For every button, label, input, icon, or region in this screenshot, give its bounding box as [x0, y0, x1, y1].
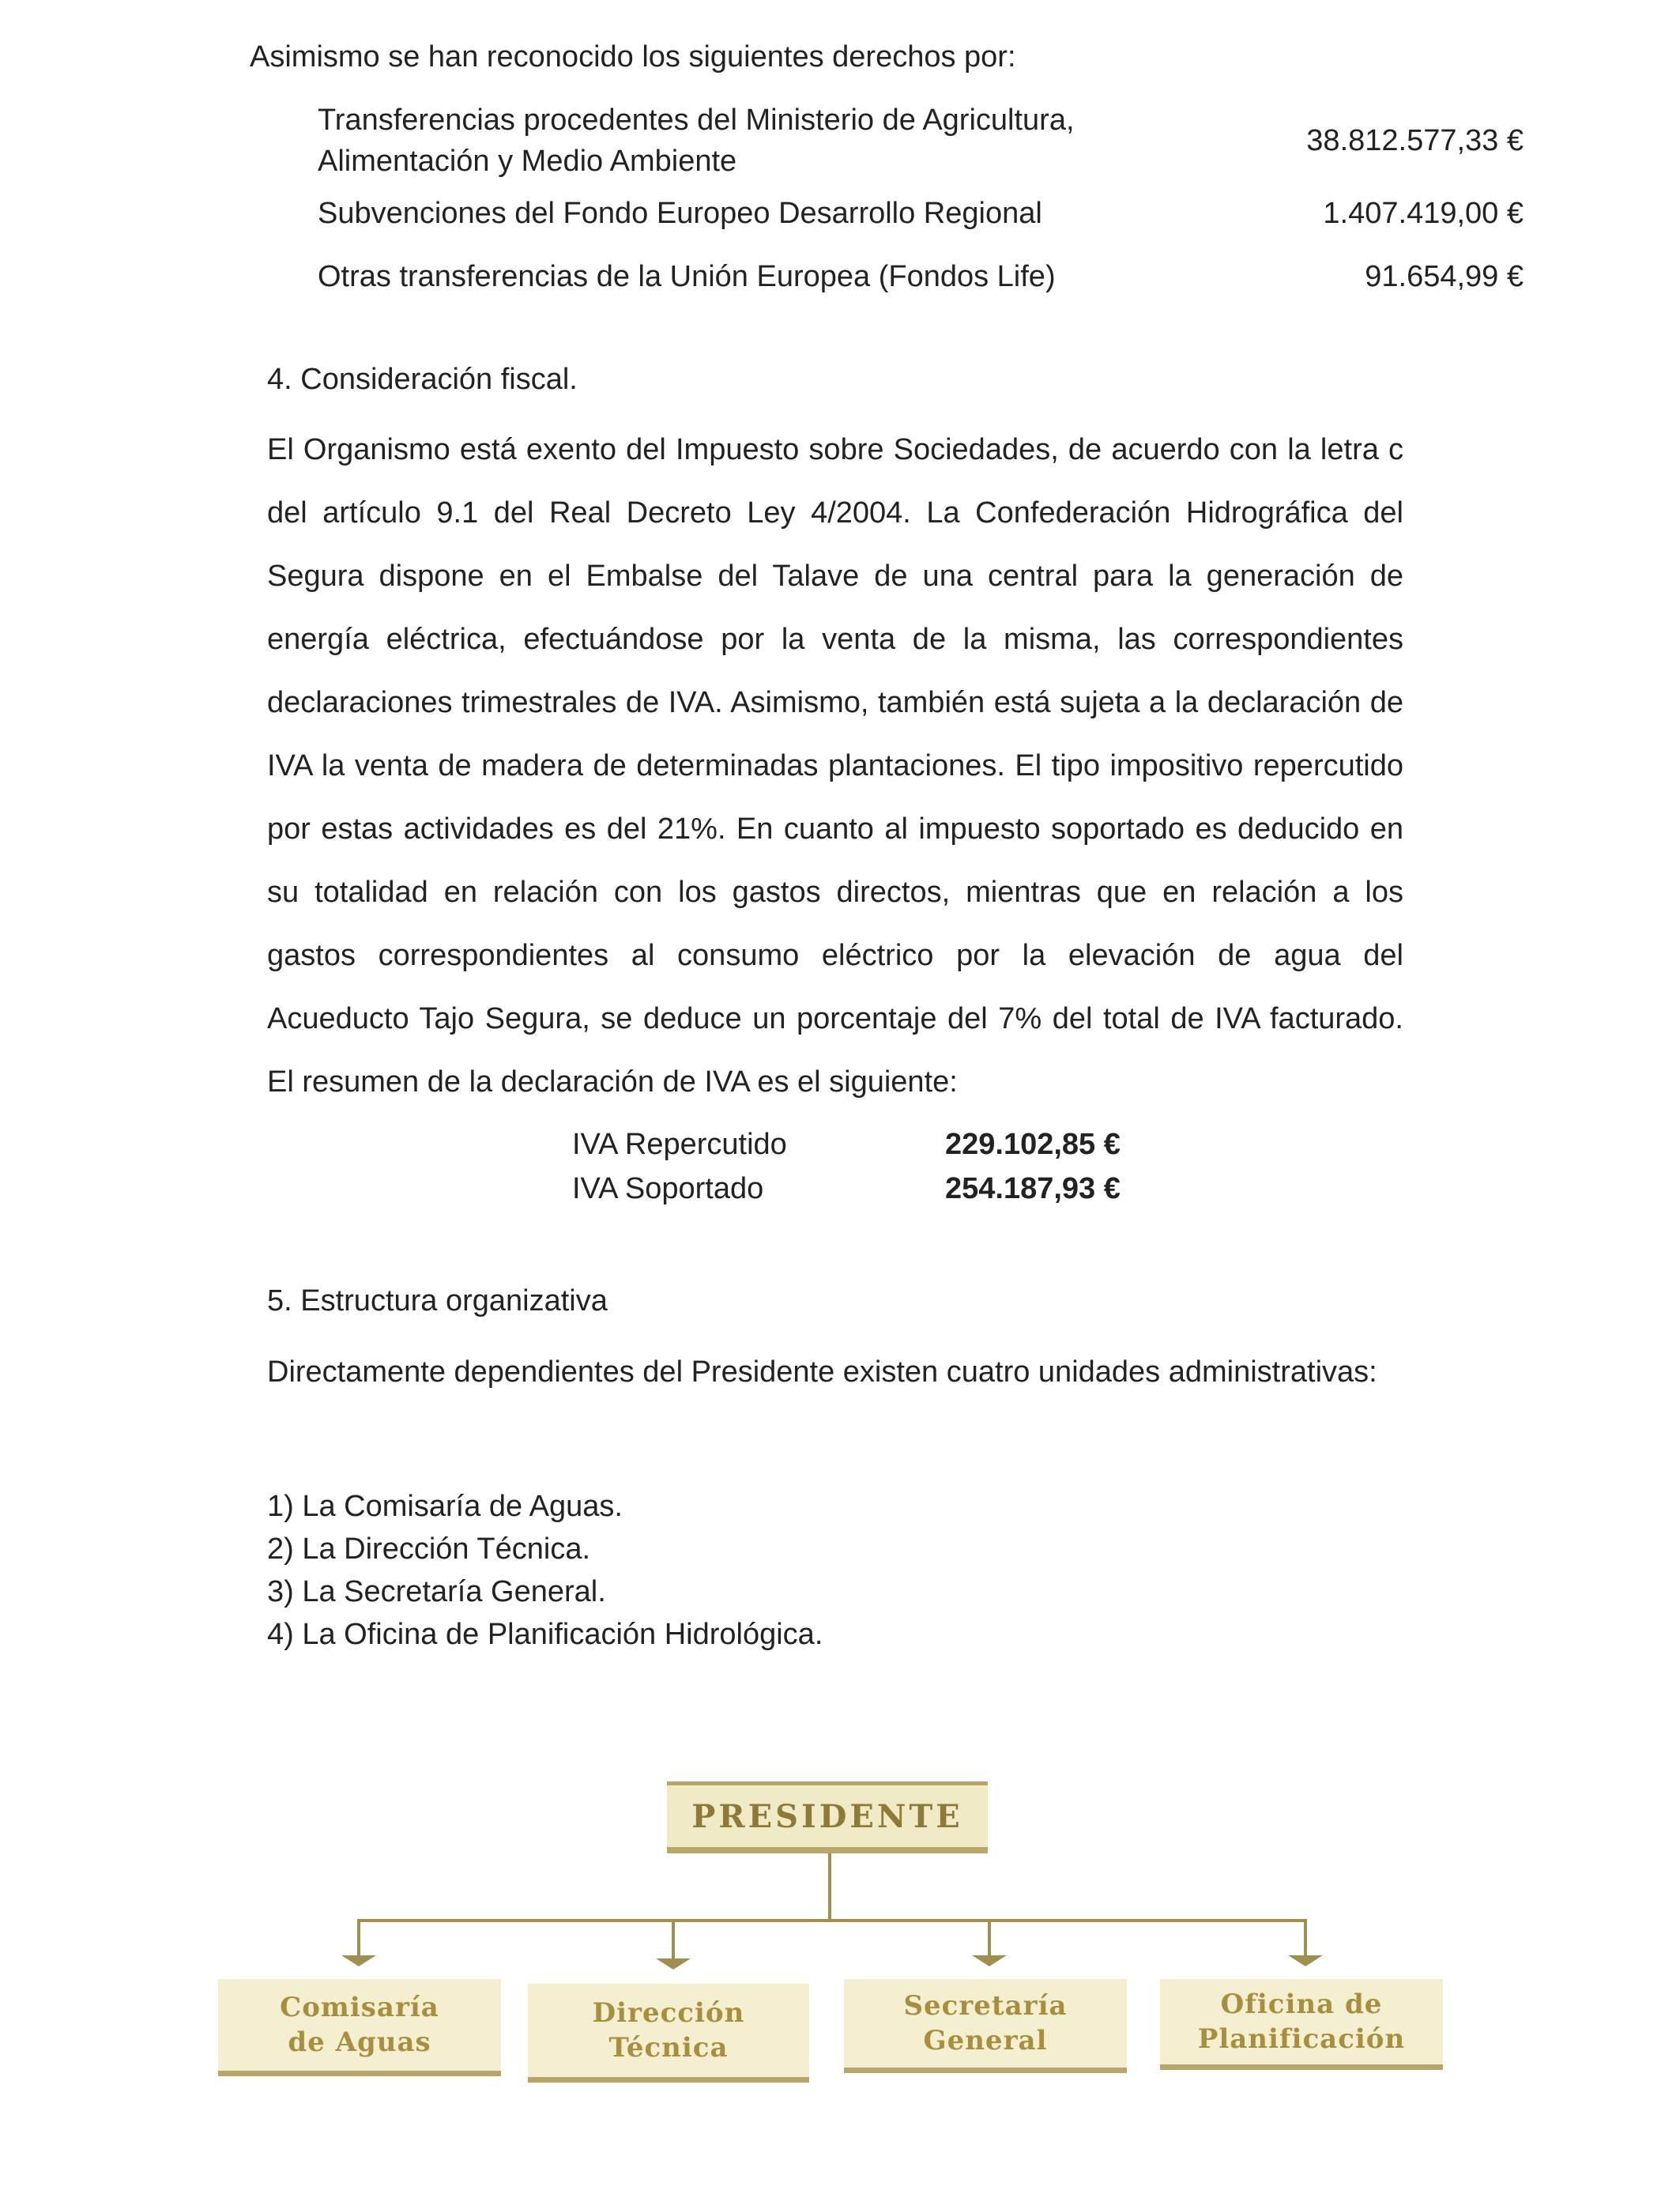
- org-box-presidente: [667, 1781, 988, 1853]
- org-connector-drop-1: [357, 1919, 360, 1955]
- rights-item-1-label-line1: Transferencias procedentes del Ministerio de Agricultura,: [318, 104, 1075, 137]
- org-box-secretaria: [844, 1979, 1127, 2073]
- rights-item-2-label: Subvenciones del Fondo Europeo Desarrollo Regional: [318, 197, 1042, 230]
- org-arrow-1: [341, 1955, 376, 1966]
- rights-item-3-label: Otras transferencias de la Unión Europea (Fondos Life): [318, 260, 1056, 293]
- section4-heading: 4. Consideración fiscal.: [267, 363, 578, 396]
- org-arrow-3: [972, 1955, 1007, 1966]
- iva-soportado-amount: 254.187,93 €: [945, 1172, 1121, 1205]
- iva-repercutido-amount: 229.102,85 €: [945, 1128, 1121, 1161]
- org-box-secretaria-line1: Secretaría: [903, 1990, 1068, 2022]
- section5-paragraph: Directamente dependientes del Presidente existen cuatro unidades administrativas:: [267, 1355, 1377, 1389]
- rights-intro: Asimismo se han reconocido los siguientes derechos por:: [250, 40, 1016, 74]
- section5-heading: 5. Estructura organizativa: [267, 1284, 608, 1318]
- org-box-oficina-line2: Planificación: [1197, 2023, 1406, 2055]
- iva-soportado-label: IVA Soportado: [572, 1172, 764, 1205]
- unit-item-1: 1) La Comisaría de Aguas.: [267, 1490, 623, 1523]
- org-box-oficina: [1160, 1979, 1443, 2070]
- org-box-direccion: [528, 1984, 809, 2083]
- section4-paragraph: El Organismo está exento del Impuesto sobre Sociedades, de acuerdo con la letra c del artículo 9.1 del Real Decreto Ley 4/2004. La Confederación Hidrográfica del Segura dispone en el Embalse del Talave de una central para la generación de energía eléctrica, efectuándose por la venta de la misma, las correspondientes declaraciones trimestrales de IVA. Asimismo, también está sujeta a la declaración de IVA la venta de madera de determinadas plantaciones. El tipo impositivo repercutido por estas actividades es del 21%. En cuanto al impuesto soportado es deducido en su totalidad en relación con los gastos directos, mientras que en relación a los gastos correspondientes al consumo eléctrico por la elevación de agua del Acueducto Tajo Segura, se deduce un porcentaje del 7% del total de IVA facturado. El resumen de la declaración de IVA es el siguiente:: [267, 433, 1403, 1099]
- unit-item-4: 4) La Oficina de Planificación Hidrológica.: [267, 1618, 823, 1651]
- org-box-secretaria-line2: General: [923, 2025, 1048, 2056]
- org-box-comisaria-line2: de Aguas: [288, 2026, 431, 2058]
- org-connector-horizontal: [357, 1919, 1307, 1922]
- org-arrow-4: [1288, 1955, 1323, 1966]
- org-box-oficina-line1: Oficina de: [1220, 1989, 1383, 2020]
- unit-item-2: 2) La Dirección Técnica.: [267, 1532, 591, 1566]
- unit-item-3: 3) La Secretaría General.: [267, 1575, 606, 1608]
- rights-item-1-label-line2: Alimentación y Medio Ambiente: [318, 145, 737, 178]
- org-connector-vertical: [828, 1853, 831, 1921]
- org-connector-drop-3: [988, 1919, 991, 1955]
- org-box-comisaria: [218, 1979, 501, 2076]
- rights-item-2-amount: 1.407.419,00 €: [1323, 197, 1524, 230]
- rights-item-3-amount: 91.654,99 €: [1365, 260, 1524, 293]
- org-box-direccion-line2: Técnica: [608, 2032, 729, 2064]
- org-box-direccion-line1: Dirección: [592, 1997, 745, 2029]
- org-box-comisaria-line1: Comisaría: [280, 1992, 439, 2023]
- org-connector-drop-2: [672, 1919, 675, 1958]
- rights-item-1-amount: 38.812.577,33 €: [1306, 124, 1524, 157]
- org-arrow-2: [656, 1958, 691, 1970]
- org-connector-drop-4: [1304, 1919, 1307, 1955]
- org-box-presidente-label: PRESIDENTE: [691, 1797, 963, 1835]
- iva-repercutido-label: IVA Repercutido: [572, 1128, 787, 1161]
